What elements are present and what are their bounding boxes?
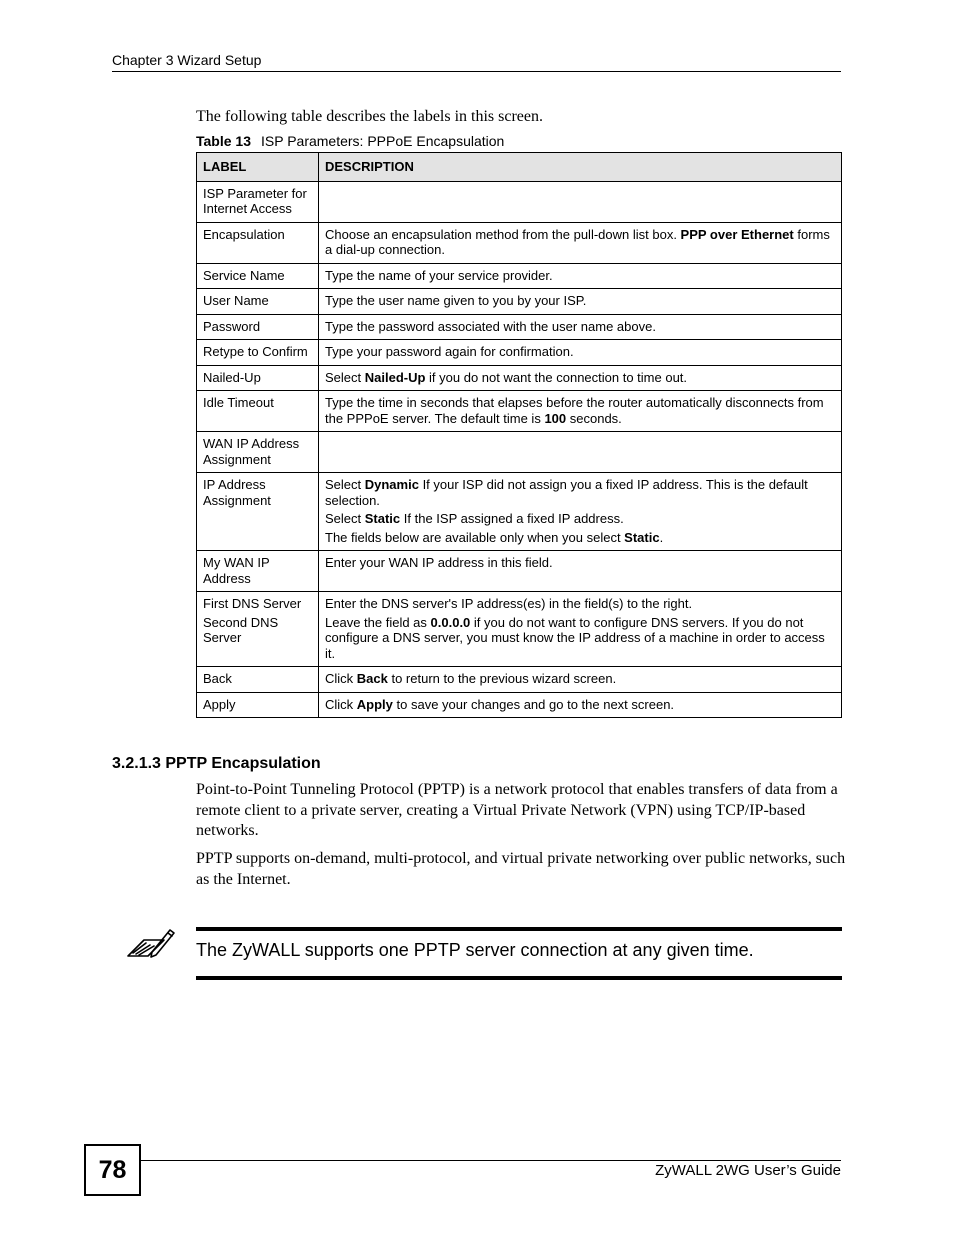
table-row — [197, 314, 842, 340]
table-row — [197, 365, 842, 391]
section-heading: 3.2.1.3 PPTP Encapsulation — [112, 755, 321, 772]
description-text: Select — [325, 369, 365, 385]
description-text: If the ISP assigned a fixed IP address. — [400, 511, 624, 526]
label-text: My WAN IP Address — [203, 555, 270, 586]
table-caption — [196, 133, 504, 149]
description-text: Type the name of your service provider. — [325, 267, 553, 283]
description-cell — [319, 432, 842, 473]
description-paragraph — [325, 227, 836, 258]
description-cell — [319, 289, 842, 315]
label-cell — [197, 667, 319, 693]
description-cell — [319, 667, 842, 693]
table-row — [197, 667, 842, 693]
label-cell — [197, 551, 319, 592]
description-text: Click — [325, 696, 357, 712]
table-caption-title: ISP Parameters: PPPoE Encapsulation — [261, 133, 505, 149]
label-text: Encapsulation — [203, 226, 285, 242]
guide-title: ZyWALL 2WG User’s Guide — [655, 1162, 841, 1179]
label-text: First DNS Server — [203, 596, 302, 611]
label-text: Second DNS Server — [203, 614, 279, 645]
description-paragraph — [325, 697, 836, 713]
description-text: Leave the field as — [325, 614, 431, 630]
description-text: Choose an encapsulation method from the pull-down list box. — [325, 226, 681, 242]
table-row — [197, 592, 842, 667]
label-cell — [197, 314, 319, 340]
table-caption-number: Table 13 — [196, 133, 251, 149]
label-cell — [197, 222, 319, 263]
description-paragraph — [325, 555, 836, 571]
table-row — [197, 391, 842, 432]
description-paragraph — [325, 530, 836, 546]
label-cell — [197, 365, 319, 391]
label-text: Idle Timeout — [203, 395, 274, 410]
label-cell — [197, 289, 319, 315]
label-text: User Name — [203, 293, 269, 308]
description-text: if you do not want to configure DNS servers. If you do not configure a DNS server, you must know the IP address of a machine in order to access it. — [325, 614, 825, 661]
note-top-rule — [196, 927, 842, 931]
description-paragraph — [325, 395, 836, 426]
label-text: Back — [203, 671, 232, 686]
description-bold-term: Back — [356, 671, 388, 686]
description-text: Type the password associated with the user name above. — [325, 318, 656, 334]
description-cell — [319, 365, 842, 391]
table-row — [197, 473, 842, 551]
description-bold-term: Dynamic — [364, 477, 419, 492]
label-text: Apply — [203, 696, 236, 712]
description-text: Type your password again for confirmation. — [325, 344, 574, 359]
description-text: The fields below are available only when you select — [325, 529, 625, 545]
table-row — [197, 289, 842, 315]
header-divider — [112, 71, 841, 72]
description-text: to return to the previous wizard screen. — [387, 671, 617, 686]
description-paragraph — [325, 268, 836, 284]
table-body — [197, 181, 842, 718]
description-cell — [319, 592, 842, 667]
table-header-row — [197, 153, 842, 182]
table-row — [197, 551, 842, 592]
description-paragraph — [325, 671, 836, 687]
description-text: if you do not want the connection to time out. — [425, 369, 688, 385]
note-text: The ZyWALL supports one PPTP server connection at any given time. — [196, 940, 754, 960]
description-paragraph — [325, 319, 836, 335]
table-row — [197, 432, 842, 473]
description-cell — [319, 473, 842, 551]
description-bold-term: Nailed-Up — [364, 369, 426, 385]
label-text: Service Name — [203, 267, 285, 283]
description-text: Click — [325, 671, 357, 686]
label-text: Password — [203, 318, 261, 334]
column-header-label: LABEL — [197, 153, 319, 182]
description-text: seconds. — [566, 410, 622, 426]
description-paragraph — [325, 344, 836, 360]
description-text: Enter your WAN IP address in this field. — [325, 555, 553, 570]
table-row — [197, 263, 842, 289]
label-text: Nailed-Up — [203, 369, 261, 385]
description-cell — [319, 340, 842, 366]
chapter-header: Chapter 3 Wizard Setup — [112, 52, 262, 68]
table-row — [197, 340, 842, 366]
body-paragraph: PPTP supports on-demand, multi-protocol, and virtual private networking over public networks, such as the Internet. — [196, 850, 846, 888]
label-text: Retype to Confirm — [203, 344, 308, 359]
description-text: If your ISP did not assign you a fixed IP address. This is the default selection. — [325, 477, 808, 508]
description-cell — [319, 391, 842, 432]
isp-parameters-table — [196, 152, 842, 718]
label-cell — [197, 473, 319, 551]
description-bold-term: 100 — [544, 410, 567, 426]
label-text: WAN IP Address Assignment — [203, 436, 300, 467]
table-row — [197, 692, 842, 718]
description-bold-term: 0.0.0.0 — [430, 614, 471, 630]
description-text: Enter the DNS server's IP address(es) in the field(s) to the right. — [325, 596, 693, 611]
description-text: Type the time in seconds that elapses before the router automatically disconnects from the PPPoE server. The default time is — [325, 395, 824, 426]
label-text: IP Address Assignment — [203, 477, 271, 508]
description-paragraph — [325, 370, 836, 386]
label-cell — [197, 263, 319, 289]
description-paragraph — [325, 596, 836, 612]
description-cell — [319, 222, 842, 263]
body-paragraph: Point-to-Point Tunneling Protocol (PPTP) is a network protocol that enables transfers of data from a remote client to a private server, creating a Virtual Private Network (VPN) using TCP/IP-based networks. — [196, 781, 838, 839]
label-text: ISP Parameter for Internet Access — [203, 185, 307, 216]
description-paragraph — [325, 477, 836, 508]
description-cell — [319, 551, 842, 592]
label-cell — [197, 692, 319, 718]
table-row — [197, 222, 842, 263]
description-text: . — [659, 529, 664, 545]
table-row — [197, 181, 842, 222]
footer-divider — [139, 1160, 841, 1161]
description-bold-term: Static — [624, 529, 660, 545]
label-cell — [197, 592, 319, 667]
description-text: Select — [325, 477, 365, 492]
description-cell — [319, 692, 842, 718]
description-paragraph — [325, 511, 836, 527]
label-cell — [197, 340, 319, 366]
intro-text: The following table describes the labels in this screen. — [196, 108, 544, 125]
description-cell — [319, 181, 842, 222]
description-paragraph — [325, 615, 836, 662]
description-cell — [319, 263, 842, 289]
description-paragraph — [325, 293, 836, 309]
description-cell — [319, 314, 842, 340]
column-header-description: DESCRIPTION — [319, 153, 842, 182]
description-bold-term: Apply — [356, 696, 393, 712]
description-text: Type the user name given to you by your ISP. — [325, 293, 587, 308]
pencil-note-icon — [124, 926, 176, 962]
label-cell — [197, 391, 319, 432]
description-text: to save your changes and go to the next screen. — [392, 696, 675, 712]
page-number: 78 — [84, 1144, 141, 1196]
description-bold-term: PPP over Ethernet — [680, 226, 794, 242]
description-text: forms a dial-up connection. — [325, 226, 830, 257]
description-bold-term: Static — [364, 511, 401, 526]
description-text: Select — [325, 511, 365, 526]
label-cell — [197, 432, 319, 473]
label-cell — [197, 181, 319, 222]
note-bottom-rule — [196, 976, 842, 980]
